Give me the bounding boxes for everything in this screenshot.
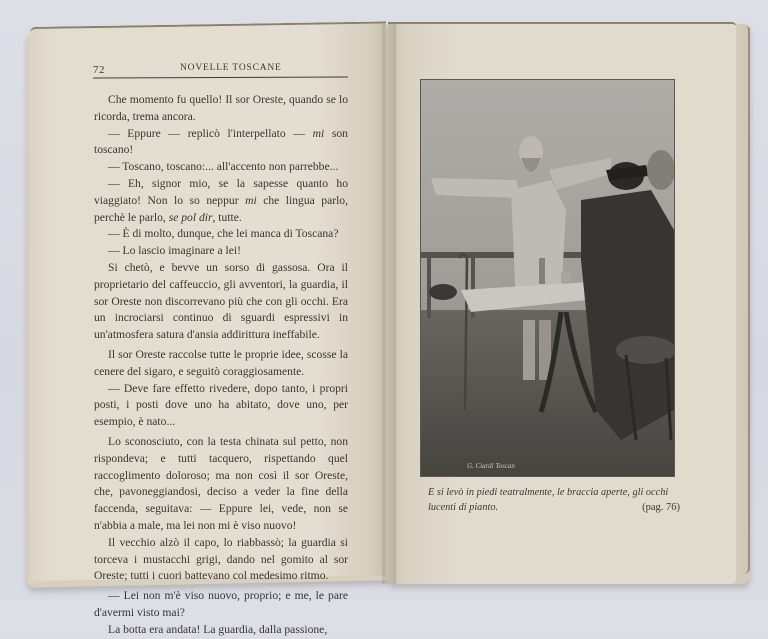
- page-number: 72: [93, 64, 105, 76]
- illustration-caption: [428, 485, 680, 515]
- paragraph: Si chetò, e bevve un sorso di gassosa. Ora il proprietario del caffeuccio, gli avventori, la guardia, il sor Oreste non discorrevano più che con gli occhi. Era un incrociarsi continuo di sguardi espressivi in un'atmosfera satura d'ansia addirittura ineffabile.: [94, 260, 348, 342]
- paragraph: — Eppure — replicò l'interpellato — mi son toscano!: [94, 126, 348, 157]
- paragraph: — Toscano, toscano:... all'accento non parrebbe...: [108, 160, 339, 174]
- illustration-scene: [421, 80, 674, 476]
- running-title: NOVELLE TOSCANE: [180, 63, 282, 73]
- engraving-illustration: [421, 80, 674, 476]
- paragraph: — Deve fare effetto rivedere, dopo tanto, i propri posti, i posti dove uno ha abitato, dove uno, per esempio, è nato...: [94, 381, 348, 429]
- paragraph: — È di molto, dunque, che lei manca di Toscana?: [108, 227, 339, 241]
- paragraph: La botta era andata! La guardia, dalla passione,: [108, 622, 328, 636]
- book-gutter: [382, 24, 396, 584]
- body-text: [94, 92, 348, 639]
- paragraph: — Lei non m'è viso nuovo, proprio; e me, le pare d'avermi visto mai?: [94, 589, 348, 619]
- svg-text:G. Ciardi Toscan: G. Ciardi Toscan: [467, 462, 515, 470]
- paragraph: Lo sconosciuto, con la testa chinata sul petto, non rispondeva; e tutti tacquero, rispettando quel raccoglimento doloroso; ma non così il sor Oreste, che, pavoneggiandosi, deciso a veder la fine della faccenda, seguitava: — Eppure lei, vede, non se n'abbia a male, ma lei non mi è viso nuovo!: [94, 434, 348, 532]
- paragraph: Il vecchio alzò il capo, lo riabbassò; la guardia si torceva i mustacchi grigi, dando nel gomito al sor Oreste; tutti i cuori battevano col medesimo ritmo.: [94, 535, 348, 583]
- running-head: [93, 62, 348, 78]
- paragraph: — Eh, signor mio, se la sapesse quanto ho viaggiato! Non lo so neppur mi che lingua parlo, perchè le parlo, se pol dir, tutte.: [94, 176, 349, 224]
- paragraph: Che momento fu quello! Il sor Oreste, quando se lo ricorda, trema ancora.: [94, 93, 348, 123]
- paragraph: — Lo lascio imaginare a lei!: [108, 244, 241, 258]
- paragraph: Il sor Oreste raccolse tutte le proprie idee, scosse la cenere del sigaro, e seguitò coraggiosamente.: [94, 347, 348, 378]
- caption-page-ref: (pag. 76): [642, 502, 680, 513]
- caption-text: E si levò in piedi teatralmente, le braccia aperte, gli occhi lucenti di pianto.: [428, 487, 669, 513]
